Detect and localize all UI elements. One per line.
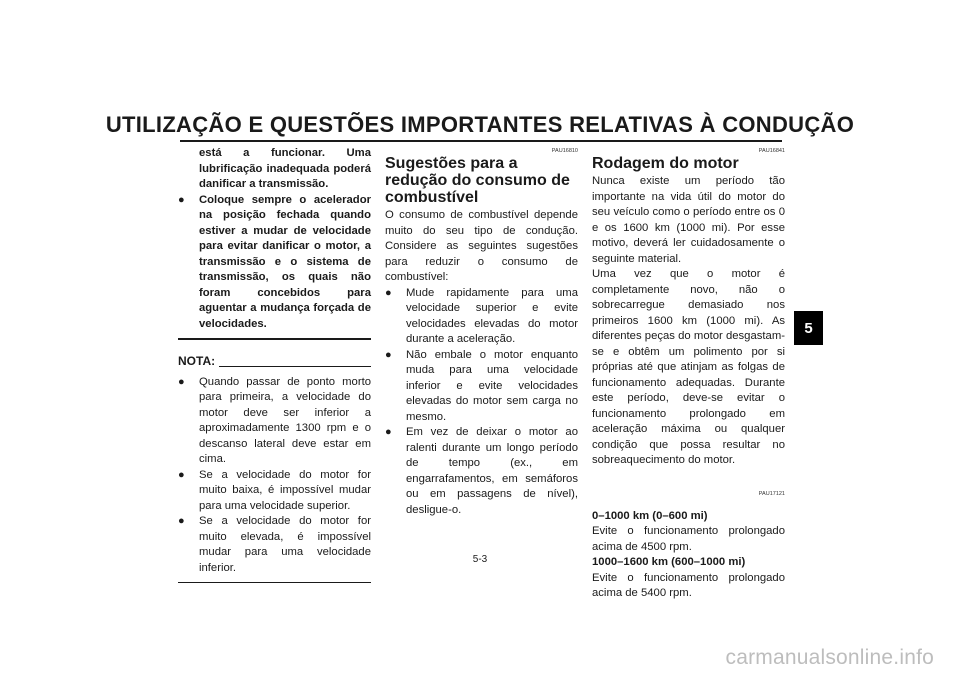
nota-item-text: Se a velocidade do motor for muito elevada, é impossível mudar para uma velocidade inferior.	[199, 515, 371, 574]
fuel-tip	[385, 348, 578, 426]
section-code: PAU16810	[551, 148, 578, 154]
warning-end-rule	[178, 338, 371, 340]
range-2-heading: 1000–1600 km (600–1000 mi)	[592, 556, 746, 568]
page-number: 5-3	[472, 554, 488, 565]
warning-bullet-text: Coloque sempre o acelerador na posição fechada quando estiver a mudar de velocidade para evitar danificar o motor, a transmissão e o sistema de transmissão, os quais não foram concebidos para aguentar a mudança forçada de velocidades.	[199, 193, 371, 330]
section-title-fuel: Sugestões para a redução do consumo de combustível	[385, 155, 570, 206]
section-code: PAU16841	[758, 148, 785, 154]
bullet-icon: ●	[178, 375, 185, 388]
nota-item	[178, 468, 371, 515]
nota-end-rule	[178, 582, 371, 583]
nota-item-text: Quando passar de ponto morto para primeira, a velocidade do motor deve ser inferior a aproximadamente 1300 rpm e o descanso lateral deve estar em cima.	[199, 375, 371, 465]
section-title-break-in: Rodagem do motor	[592, 155, 739, 172]
warning-bullet	[178, 193, 371, 333]
warning-continuation: está a funcionar. Uma lubrificação inadequada poderá danificar a transmissão.	[199, 147, 371, 190]
fuel-tip-text: Em vez de deixar o motor ao ralenti durante um longo período de tempo (ex., em engarrafamentos, em semáforos ou em passagens de nível), desligue-o.	[406, 426, 578, 516]
column-3	[592, 148, 785, 602]
break-in-para-1: Nunca existe um período tão importante na vida útil do motor do seu veículo como o período entre os 0 e os 1600 km (1000 mi). Por esse motivo, deverá ler cuidadosamente o seguinte material.	[592, 175, 785, 265]
fuel-tip	[385, 425, 578, 518]
column-1	[178, 146, 371, 583]
nota-underline	[219, 366, 371, 367]
bullet-icon: ●	[178, 468, 185, 481]
bullet-icon: ●	[178, 193, 185, 206]
chapter-tab: 5	[794, 311, 823, 345]
fuel-tip-text: Não embale o motor enquanto muda para uma velocidade inferior e evite velocidades elevadas do motor sem carga no mesmo.	[406, 348, 578, 423]
fuel-tip	[385, 286, 578, 348]
nota-list	[178, 375, 371, 577]
range-1-text: Evite o funcionamento prolongado acima de 4500 rpm.	[592, 525, 785, 553]
bullet-icon: ●	[178, 515, 185, 527]
nota-item	[178, 375, 371, 468]
nota-item-text: Se a velocidade do motor for muito baixa, é impossível mudar para uma velocidade superior.	[199, 468, 371, 512]
bullet-icon: ●	[385, 426, 392, 438]
nota-label: NOTA:	[178, 354, 216, 368]
range-2-text: Evite o funcionamento prolongado acima de 5400 rpm.	[592, 571, 785, 599]
column-2	[385, 148, 578, 518]
watermark: carmanualsonline.info	[725, 646, 934, 669]
bullet-icon: ●	[385, 286, 392, 299]
nota-item	[178, 514, 371, 576]
header-rule	[180, 140, 782, 142]
bullet-icon: ●	[385, 348, 392, 361]
fuel-intro: O consumo de combustível depende muito do seu tipo de condução. Considere as seguintes sugestões para reduzir o consumo de combustível:	[385, 209, 578, 283]
fuel-tip-text: Mude rapidamente para uma velocidade superior e evite velocidades elevadas do motor durante a aceleração.	[406, 286, 578, 345]
break-in-para-2: Uma vez que o motor é completamente novo, não o sobrecarregue demasiado nos primeiros 1600 km (1000 mi). As diferentes peças do motor desgastam-se e obtêm um polimento por si próprias até que atinjam as folgas de funcionamento adequadas. Durante este período, deve-se evitar o funcionamento prolongado em aceleração máxima ou qualquer condição que possa resultar no sobreaquecimento do motor.	[592, 268, 785, 466]
nota-heading	[178, 354, 371, 370]
range-1-heading: 0–1000 km (0–600 mi)	[592, 509, 708, 522]
section-code: PAU17121	[758, 490, 785, 497]
page-title: UTILIZAÇÃO E QUESTÕES IMPORTANTES RELATIVAS À CONDUÇÃO	[105, 112, 855, 137]
